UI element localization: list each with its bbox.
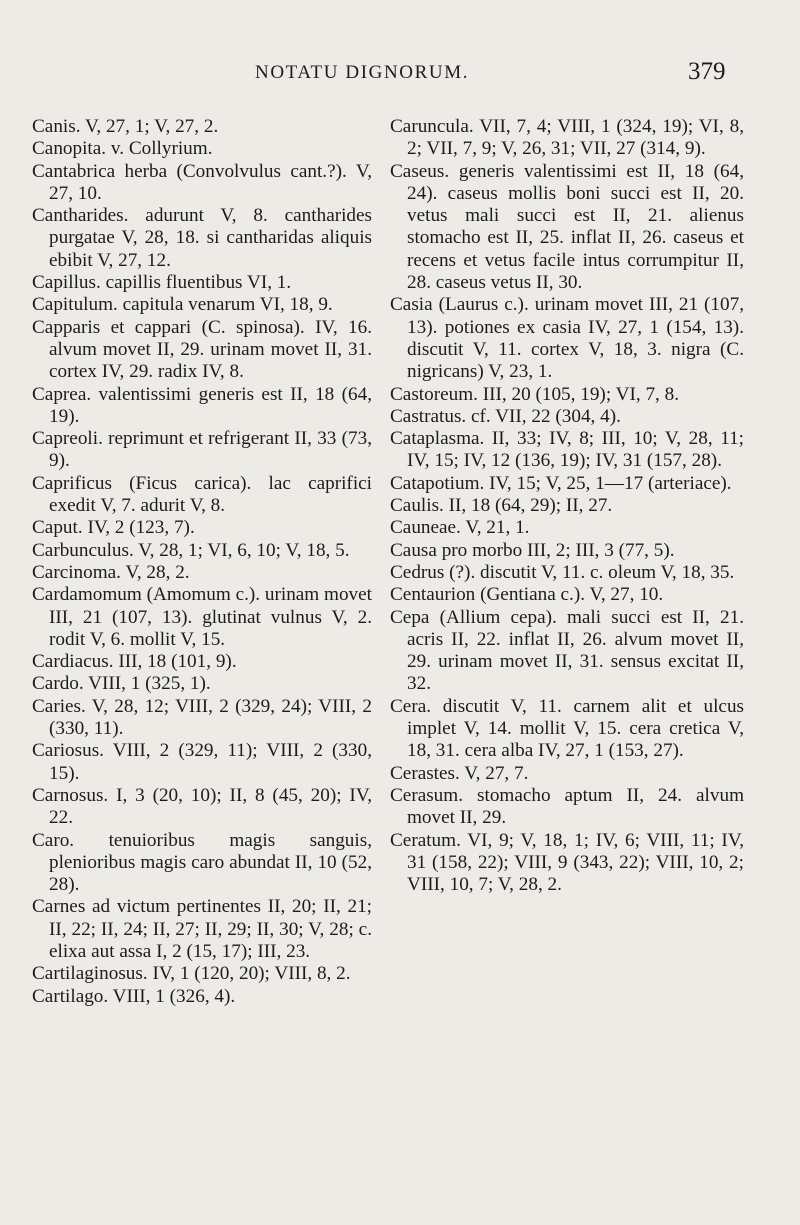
index-entry (390, 294, 744, 383)
entry-headword: Cataplasma. (390, 428, 485, 450)
entry-headword: Caput. (32, 517, 83, 539)
entry-references: v. Collyrium. (110, 138, 213, 160)
entry-headword: Cardiacus. (32, 651, 114, 673)
index-entry (390, 495, 744, 517)
entry-references: pro morbo III, 2; III, 3 (77, 5). (441, 539, 675, 561)
page-header (0, 58, 800, 88)
entry-headword: Causa (390, 539, 437, 561)
entry-headword: Carnosus. (32, 784, 109, 806)
entry-headword: Canis. (32, 116, 81, 137)
index-entry (32, 205, 372, 272)
index-entry (32, 830, 372, 897)
entry-references: III, 20 (105, 19); VI, 7, 8. (482, 383, 680, 405)
entry-references: (Allium cepa). mali succi est II, 21. acris II, 22. inflat II, 26. alvum movet II, 29. urinam movet II, 31. sensus excitat II, 32. (407, 606, 744, 695)
index-entry (390, 562, 744, 584)
index-entry (32, 785, 372, 830)
entry-headword: Cantabrica (32, 160, 116, 182)
entry-references: (Gentiana c.). V, 27, 10. (480, 584, 664, 606)
index-entry (32, 294, 372, 316)
index-entry (32, 540, 372, 562)
entry-references: capitula venarum VI, 18, 9. (122, 294, 333, 316)
index-entry (390, 540, 744, 562)
entry-references: I, 3 (20, 10); II, 8 (45, 20); IV, 22. (49, 784, 372, 829)
index-entry (32, 562, 372, 584)
entry-headword: Caro. (32, 829, 75, 851)
index-entry (390, 584, 744, 606)
entry-references: II, 18 (64, 29); II, 27. (448, 495, 613, 517)
entry-headword: Cera. (390, 695, 432, 717)
entry-references: V, 27, 1; V, 27, 2. (84, 116, 219, 137)
index-entry (32, 963, 372, 985)
entry-headword: Caseus. (390, 160, 450, 182)
index-entry (32, 740, 372, 785)
entry-references: IV, 1 (120, 20); VIII, 8, 2. (152, 963, 351, 985)
index-entry (390, 830, 744, 897)
entry-references: IV, 2 (123, 7). (87, 517, 195, 539)
index-entry (390, 473, 744, 495)
index-entry (390, 161, 744, 295)
entry-headword: Casia (390, 294, 433, 316)
index-entry (32, 384, 372, 429)
index-entry (390, 607, 744, 696)
entry-headword: Carnes (32, 896, 86, 918)
entry-references: ad victum pertinentes II, 20; II, 21; II, 22; II, 24; II, 27; II, 29; II, 30; V, 28; c. elixa aut assa I, 2 (15, 17); III, 23. (49, 896, 373, 962)
entry-headword: Cariosus. (32, 740, 104, 762)
entry-headword: Cartilago. (32, 985, 109, 1007)
entry-references: adurunt V, 8. cantharides purgatae V, 28, 18. si cantharidas aliquis ebibit V, 27, 12. (49, 205, 373, 271)
index-entry (32, 584, 372, 651)
entry-headword: Castratus. (390, 405, 467, 427)
index-entry (390, 384, 744, 406)
entry-headword: Capillus. (32, 272, 101, 294)
entry-references: VII, 7, 4; VIII, 1 (324, 19); VI, 8, 2; VII, 7, 9; V, 26, 31; VII, 27 (314, 9). (407, 116, 745, 160)
entry-references: et cappari (C. spinosa). IV, 16. alvum movet II, 29. urinam movet II, 31. cortex IV, 29. radix IV, 8. (49, 316, 373, 383)
entry-references: (Ficus carica). lac caprifici exedit V, 7. adurit V, 8. (49, 472, 372, 517)
entry-headword: Capparis (32, 316, 101, 338)
entry-references: V, 21, 1. (465, 517, 530, 539)
entry-references: V, 28, 2. (125, 561, 190, 583)
index-entry (32, 986, 372, 1008)
entry-headword: Caprificus (32, 472, 112, 494)
index-column-right (390, 116, 744, 896)
entry-headword: Carcinoma. (32, 561, 121, 583)
entry-headword: Caulis. (390, 495, 444, 517)
entry-references: VIII, 2 (329, 11); VIII, 2 (330, 15). (49, 740, 372, 784)
entry-headword: Cerastes. (390, 762, 460, 784)
entry-references: V, 28, 1; VI, 6, 10; V, 18, 5. (138, 539, 350, 561)
entry-references: V, 28, 12; VIII, 2 (329, 24); VIII, 2 (330, 11). (49, 695, 372, 740)
entry-references: (Amomum c.). urinam movet III, 21 (107, 13). glutinat vulnus V, 2. rodit V, 6. mollit V, 15. (49, 584, 372, 650)
entry-references: stomacho aptum II, 24. alvum movet II, 29. (407, 784, 744, 829)
entry-headword: Caprea. (32, 383, 92, 405)
index-entry (32, 696, 372, 741)
entry-headword: Cedrus (390, 561, 445, 583)
index-entry (32, 673, 372, 695)
index-entry (32, 116, 372, 138)
index-entry (32, 317, 372, 384)
entry-headword: Cauneae. (390, 517, 461, 539)
entry-references: (?). discutit V, 11. c. oleum V, 18, 35. (449, 561, 735, 583)
index-entry (32, 896, 372, 963)
entry-references: generis valentissimi est II, 18 (64, 24). caseus mollis boni succi est II, 20. vetus mali succi est II, 21. alienus stomacho est II, 25. inflat II, 26. caseus et recens et vetus facile intus corrumpitur II, 28. caseus vetus II, 30. (407, 160, 745, 294)
index-entry (390, 517, 744, 539)
index-entry (32, 272, 372, 294)
entry-headword: Cepa (390, 606, 430, 628)
entry-references: V, 27, 7. (464, 762, 529, 784)
entry-headword: Cardo. (32, 673, 84, 695)
entry-references: discutit V, 11. carnem alit et ulcus implet V, 14. mollit V, 15. cera cretica V, 18, 31. cera alba IV, 27, 1 (153, 27). (407, 695, 745, 762)
entry-headword: Ceratum. (390, 829, 461, 851)
entry-headword: Canopita. (32, 138, 107, 160)
entry-references: herba (Convolvulus cant.?). V, 27, 10. (49, 160, 373, 204)
index-entry (390, 428, 744, 473)
index-entry (32, 473, 372, 518)
entry-references: IV, 15; V, 25, 1—17 (arteriace). (489, 472, 732, 494)
entry-headword: Carbunculus. (32, 539, 134, 561)
index-entry (32, 651, 372, 673)
entry-headword: Cantharides. (32, 205, 129, 227)
entry-references: valentissimi generis est II, 18 (64, 19). (49, 383, 373, 427)
entry-headword: Caruncula. (390, 116, 474, 137)
index-entry (390, 696, 744, 763)
entry-references: VIII, 1 (326, 4). (112, 985, 236, 1007)
entry-headword: Castoreum. (390, 383, 478, 405)
entry-references: reprimunt et refrigerant II, 33 (73, 9). (49, 428, 373, 472)
entry-references: II, 33; IV, 8; III, 10; V, 28, 11; IV, 15; IV, 12 (136, 19); IV, 31 (157, 28). (407, 428, 744, 472)
entry-references: (Laurus c.). urinam movet III, 21 (107, 13). potiones ex casia IV, 27, 1 (154, 13). discutit V, 11. cortex V, 18, 3. nigra (C. nigricans) V, 23, 1. (407, 294, 744, 383)
entry-references: capillis fluentibus VI, 1. (105, 272, 292, 294)
entry-references: cf. VII, 22 (304, 4). (471, 405, 621, 427)
running-title: NOTATU DIGNORUM. (255, 62, 470, 83)
entry-headword: Cardamomum (32, 584, 142, 606)
entry-headword: Caries. (32, 695, 86, 717)
entry-references: III, 18 (101, 9). (118, 651, 237, 673)
index-entry (32, 161, 372, 206)
entry-references: VIII, 1 (325, 1). (88, 673, 211, 695)
entry-headword: Centaurion (390, 584, 476, 606)
entry-references: tenuioribus magis sanguis, plenioribus magis caro abundat II, 10 (52, 28). (49, 829, 372, 896)
entry-headword: Capreoli. (32, 428, 103, 450)
entry-references: VI, 9; V, 18, 1; IV, 6; VIII, 11; IV, 31 (158, 22); VIII, 9 (343, 22); VIII, 10, 2; VIII, 10, 7; V, 28, 2. (407, 829, 744, 896)
index-entry (32, 138, 372, 160)
entry-headword: Capitulum. (32, 294, 118, 316)
index-entry (32, 428, 372, 473)
index-column-left (32, 116, 372, 1008)
index-entry (390, 763, 744, 785)
entry-headword: Cerasum. (390, 784, 464, 806)
page-number: 379 (688, 58, 726, 85)
index-entry (390, 406, 744, 428)
entry-headword: Catapotium. (390, 472, 485, 494)
entry-headword: Cartilaginosus. (32, 963, 148, 985)
index-entry (390, 785, 744, 830)
index-entry (390, 116, 744, 161)
index-entry (32, 517, 372, 539)
